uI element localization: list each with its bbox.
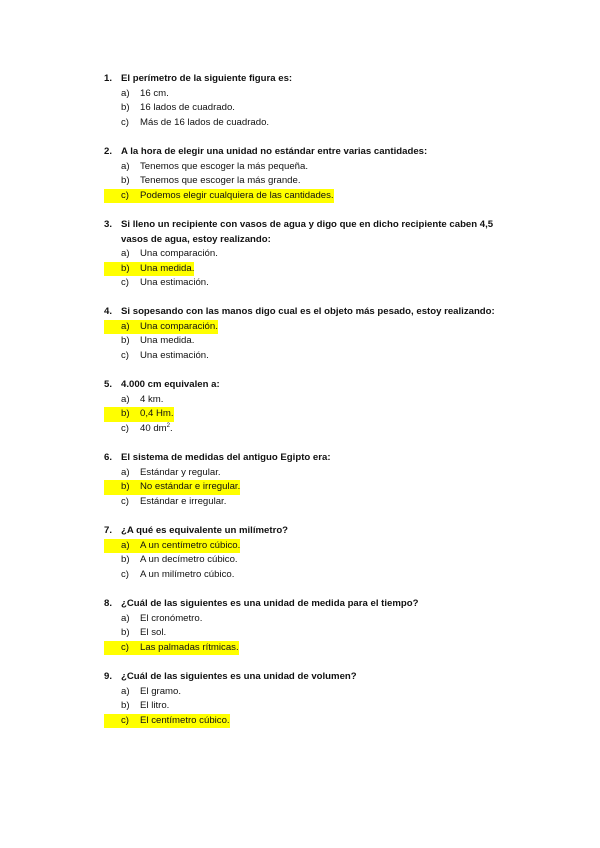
question-line bbox=[104, 218, 504, 247]
question-line bbox=[104, 305, 504, 320]
option-letter: c) bbox=[121, 277, 129, 289]
option-letter: b) bbox=[121, 554, 130, 566]
superscript-exponent: 2 bbox=[166, 422, 171, 429]
option-letter: b) bbox=[121, 175, 130, 187]
option-text-base: 40 dm bbox=[140, 422, 167, 434]
option-letter: c) bbox=[121, 422, 129, 434]
question-3 bbox=[104, 218, 504, 291]
option-c bbox=[104, 116, 504, 131]
option-letter: c) bbox=[121, 116, 129, 128]
option-a bbox=[104, 539, 504, 554]
question-text: Si sopesando con las manos digo cual es el objeto más pesado, estoy realizando: bbox=[121, 306, 495, 317]
question-6 bbox=[104, 451, 504, 509]
option-text: Una comparación. bbox=[140, 320, 218, 335]
question-line bbox=[104, 524, 504, 539]
option-c bbox=[104, 349, 504, 364]
option-a bbox=[104, 87, 504, 102]
option-a bbox=[104, 685, 504, 700]
option-letter: b) bbox=[121, 335, 130, 347]
question-line bbox=[104, 145, 504, 160]
option-letter: a) bbox=[104, 320, 140, 335]
option-b bbox=[104, 101, 504, 116]
question-number: 3. bbox=[104, 219, 113, 230]
option-text: A un decímetro cúbico. bbox=[140, 554, 238, 566]
option-text: Una comparación. bbox=[140, 248, 218, 260]
option-text: Tenemos que escoger la más pequeña. bbox=[140, 160, 308, 172]
option-c bbox=[104, 568, 504, 583]
question-number: 6. bbox=[104, 452, 113, 463]
option-text: El gramo. bbox=[140, 685, 182, 697]
option-text: Una medida. bbox=[140, 262, 194, 277]
option-b bbox=[104, 626, 504, 641]
option-text: El litro. bbox=[140, 700, 170, 712]
option-letter: a) bbox=[121, 87, 130, 99]
question-text: ¿A qué es equivalente un milímetro? bbox=[121, 525, 289, 536]
option-text: El sol. bbox=[140, 627, 167, 639]
question-line bbox=[104, 670, 504, 685]
option-text: Una estimación. bbox=[140, 277, 209, 289]
option-a bbox=[104, 393, 504, 408]
option-letter: b) bbox=[121, 700, 130, 712]
question-9 bbox=[104, 670, 504, 728]
option-letter: a) bbox=[121, 466, 130, 478]
question-7 bbox=[104, 524, 504, 582]
option-c bbox=[104, 714, 504, 729]
option-c bbox=[104, 495, 504, 510]
option-letter: a) bbox=[121, 685, 130, 697]
option-text: Tenemos que escoger la más grande. bbox=[140, 175, 301, 187]
option-letter: b) bbox=[104, 262, 140, 277]
option-b bbox=[104, 553, 504, 568]
option-text: 4 km. bbox=[140, 393, 164, 405]
question-1 bbox=[104, 72, 504, 130]
question-line bbox=[104, 597, 504, 612]
question-8 bbox=[104, 597, 504, 655]
option-letter: b) bbox=[121, 102, 130, 114]
question-text: A la hora de elegir una unidad no estándar entre varias cantidades: bbox=[121, 146, 428, 157]
option-a bbox=[104, 247, 504, 262]
option-letter: b) bbox=[104, 407, 140, 422]
option-letter: c) bbox=[104, 189, 140, 204]
option-text: A un centímetro cúbico. bbox=[140, 539, 240, 554]
option-text: Estándar e irregular. bbox=[140, 495, 227, 507]
option-text: Una estimación. bbox=[140, 349, 209, 361]
option-text: 16 cm. bbox=[140, 87, 169, 99]
option-b bbox=[104, 699, 504, 714]
option-text: A un milímetro cúbico. bbox=[140, 568, 235, 580]
question-text: El perímetro de la siguiente figura es: bbox=[121, 73, 293, 84]
option-letter: c) bbox=[121, 568, 129, 580]
option-letter: b) bbox=[121, 627, 130, 639]
option-letter: c) bbox=[121, 495, 129, 507]
question-text: ¿Cuál de las siguientes es una unidad de medida para el tiempo? bbox=[121, 598, 419, 609]
option-c bbox=[104, 641, 504, 656]
option-letter: a) bbox=[121, 248, 130, 260]
option-c bbox=[104, 276, 504, 291]
option-text: No estándar e irregular. bbox=[140, 480, 240, 495]
question-number: 1. bbox=[104, 73, 113, 84]
option-letter: c) bbox=[104, 641, 140, 656]
option-letter: a) bbox=[121, 160, 130, 172]
option-a bbox=[104, 160, 504, 175]
option-text: 0,4 Hm. bbox=[140, 407, 174, 422]
option-a bbox=[104, 612, 504, 627]
option-a bbox=[104, 320, 504, 335]
question-5 bbox=[104, 378, 504, 436]
option-c bbox=[104, 422, 504, 437]
option-b bbox=[104, 262, 504, 277]
option-letter: a) bbox=[104, 539, 140, 554]
question-text: ¿Cuál de las siguientes es una unidad de volumen? bbox=[121, 671, 357, 682]
question-text: 4.000 cm equivalen a: bbox=[121, 379, 220, 390]
option-text: Estándar y regular. bbox=[140, 466, 221, 478]
option-letter: c) bbox=[104, 714, 140, 729]
question-number: 2. bbox=[104, 146, 113, 157]
question-number: 7. bbox=[104, 525, 113, 536]
option-letter: a) bbox=[121, 393, 130, 405]
option-text: Más de 16 lados de cuadrado. bbox=[140, 116, 270, 128]
option-text: Una medida. bbox=[140, 335, 195, 347]
option-c bbox=[104, 189, 504, 204]
option-b bbox=[104, 407, 504, 422]
question-line bbox=[104, 72, 504, 87]
question-4 bbox=[104, 305, 504, 363]
option-letter: a) bbox=[121, 612, 130, 624]
question-line bbox=[104, 378, 504, 393]
question-number: 4. bbox=[104, 306, 113, 317]
question-text: El sistema de medidas del antiguo Egipto era: bbox=[121, 452, 331, 463]
option-b bbox=[104, 334, 504, 349]
option-text bbox=[140, 422, 173, 437]
option-b bbox=[104, 480, 504, 495]
question-2 bbox=[104, 145, 504, 203]
option-text: 16 lados de cuadrado. bbox=[140, 102, 235, 114]
question-text: Si lleno un recipiente con vasos de agua y digo que en dicho recipiente caben 4,5 vasos de agua, estoy realizando: bbox=[121, 219, 494, 245]
option-letter: c) bbox=[121, 349, 129, 361]
option-text: El cronómetro. bbox=[140, 612, 203, 624]
option-text-suffix: . bbox=[170, 422, 173, 434]
option-a bbox=[104, 466, 504, 481]
option-text: El centímetro cúbico. bbox=[140, 714, 230, 729]
option-b bbox=[104, 174, 504, 189]
question-line bbox=[104, 451, 504, 466]
option-text: Las palmadas rítmicas. bbox=[140, 641, 239, 656]
option-letter: b) bbox=[104, 480, 140, 495]
question-number: 8. bbox=[104, 598, 113, 609]
question-number: 5. bbox=[104, 379, 113, 390]
option-text: Podemos elegir cualquiera de las cantidades. bbox=[140, 189, 334, 204]
question-number: 9. bbox=[104, 671, 113, 682]
